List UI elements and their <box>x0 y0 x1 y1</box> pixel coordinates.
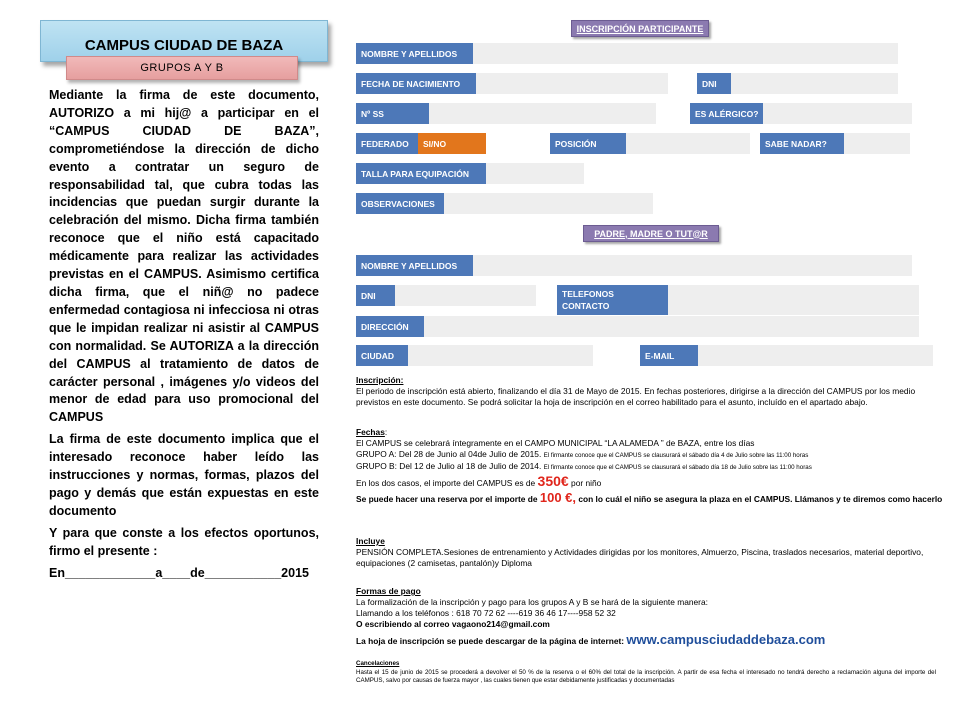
phone-field[interactable] <box>557 285 919 315</box>
signature-intro: Y para que conste a los efectos oportunos, firmo el presente : <box>49 525 319 558</box>
participant-name-input[interactable] <box>473 43 898 64</box>
address-field[interactable] <box>356 316 919 337</box>
page-subtitle-text: GRUPOS A Y B <box>140 62 224 74</box>
dates-heading-colon: : <box>384 427 388 437</box>
swim-input[interactable] <box>844 133 910 154</box>
observations-label: OBSERVACIONES <box>356 193 444 214</box>
birthdate-label: FECHA DE NACIMIENTO <box>356 73 476 94</box>
swim-field[interactable] <box>760 133 910 154</box>
dates-heading: Fechas <box>356 427 385 437</box>
email-label: E-MAIL <box>640 345 698 366</box>
phone-label <box>557 285 668 315</box>
guardian-name-field[interactable] <box>356 255 912 276</box>
includes-heading: Incluye <box>356 536 385 546</box>
position-label: POSICIÓN <box>550 133 626 154</box>
position-input[interactable] <box>626 133 750 154</box>
federated-yes-no-selector[interactable]: SI/NO <box>418 133 486 154</box>
cancellation-heading: Cancelaciones <box>356 660 400 667</box>
city-field[interactable] <box>356 345 593 366</box>
page-title-text: CAMPUS CIUDAD DE BAZA <box>84 36 284 54</box>
swim-label: SABE NADAR? <box>760 133 844 154</box>
price-amount: 350€ <box>537 473 569 489</box>
observations-field[interactable] <box>356 193 653 214</box>
includes-info <box>356 536 941 569</box>
guardian-name-label: NOMBRE Y APELLIDOS <box>356 255 473 276</box>
guardian-dni-label: DNI <box>356 285 395 306</box>
group-a-text: GRUPO A: Del 28 de Junio al 04de Julio de 2015. <box>356 449 542 459</box>
phone-label-line1: TELEFONOS <box>562 289 614 299</box>
download-colon: : <box>621 636 625 646</box>
allergic-input[interactable] <box>763 103 912 124</box>
guardian-dni-input[interactable] <box>395 285 536 306</box>
acknowledgement-paragraph: La firma de este documento implica que el interesado reconoce haber leído las instrucciones y normas, formas, plazos del pago y demás que están expuestas en este documento <box>49 432 319 518</box>
participant-dni-label: DNI <box>697 73 731 94</box>
participant-name-field[interactable] <box>356 43 898 64</box>
includes-text: PENSIÓN COMPLETA.Sesiones de entrenamiento y Actividades dirigidas por los monitores, Almuerzo, Piscina, traslados necesarios, material deportivo, equipaciones (2 camisetas, pantalón)y Diploma <box>356 547 924 568</box>
email-input[interactable] <box>698 345 933 366</box>
address-label: DIRECCIÓN <box>356 316 424 337</box>
download-line <box>356 634 946 647</box>
registration-text: El periodo de inscripción está abierto, finalizando el día 31 de Mayo de 2015. En fechas posteriores, dirigirse a la dirección del CAMPUS por los medio previstos en este documento. Se podrá solicitar la hoja de inscripción en el correo habilitado para el asunto, incluído en el apartado abajo. <box>356 386 916 407</box>
participant-section-heading <box>571 20 709 37</box>
address-input[interactable] <box>424 316 919 337</box>
email-field[interactable] <box>640 345 933 366</box>
registration-info <box>356 375 936 408</box>
city-label: CIUDAD <box>356 345 408 366</box>
participant-dni-field[interactable] <box>697 73 898 94</box>
federated-label: FEDERADO <box>356 133 418 154</box>
kit-size-input[interactable] <box>486 163 584 184</box>
kit-size-field[interactable] <box>356 163 584 184</box>
payment-email: O escribiendo al correo vagaono214@gmail.com <box>356 619 550 629</box>
position-field[interactable] <box>550 133 750 154</box>
reservation-amount: 100 €, <box>539 490 577 505</box>
guardian-heading-text: PADRE, MADRE O TUT@R <box>594 228 708 239</box>
payment-phones: Llamando a los teléfonos : 618 70 72 62 ----619 36 46 17----958 52 32 <box>356 608 616 618</box>
cancellation-info <box>356 658 936 685</box>
federated-field[interactable] <box>356 133 486 154</box>
kit-size-label: TALLA PARA EQUIPACIÓN <box>356 163 486 184</box>
reservation-intro: Se puede hacer una reserva por el importe de <box>356 494 538 504</box>
group-a-dates <box>356 449 946 461</box>
guardian-dni-field[interactable] <box>356 285 536 306</box>
group-b-text: GRUPO B: Del 12 de Julio al 18 de Julio de 2014. <box>356 461 542 471</box>
group-b-note: El firmante conoce que el CAMPUS se clausurará el sábado día 18 de Julio sobre las 11:00 horas <box>543 464 812 471</box>
dates-venue: El CAMPUS se celebrará íntegramente en el CAMPO MUNICIPAL “LA ALAMEDA ” de BAZA, entre los días <box>356 438 755 448</box>
payment-info <box>356 586 946 647</box>
website-link[interactable]: www.campusciudaddebaza.com <box>626 632 826 647</box>
participant-heading-text: INSCRIPCIÓN PARTICIPANTE <box>576 23 704 34</box>
price-suffix: por niño <box>571 478 602 488</box>
signature-line: En_____________a____de___________2015 <box>49 565 309 580</box>
birthdate-input[interactable] <box>476 73 668 94</box>
group-a-note: El firmante conoce que el CAMPUS se clausurará el sábado día 4 de Julio sobre las 11:00 horas <box>543 452 809 459</box>
allergic-field[interactable] <box>690 103 912 124</box>
social-security-label: Nº SS <box>356 103 429 124</box>
dates-info <box>356 427 946 506</box>
phone-label-line2: CONTACTO <box>562 301 610 311</box>
cancellation-text: Hasta el 15 de junio de 2015 se procederá a devolver el 50 % de la reserva o el 60% del total de la inscripción. A partir de esa fecha el interesado no tendrá derecho a reclamación alguna del importe del CAMPUS, salvo por causas de fuerza mayor , las cuales tienen que estar debidamente justificadas y documentadas <box>356 669 936 684</box>
phone-input[interactable] <box>668 285 919 315</box>
price-line <box>356 473 946 489</box>
authorization-paragraph: Mediante la firma de este documento, AUTORIZO a mi hij@ a participar en el “CAMPUS CIUDAD DE BAZA”, comprometiéndose la dirección de dicho evento a contratar un seguro de responsabilidad tal, que cubra todas las incidencias que puedan surgir durante la celebración del mismo. Dicha firma también reconoce que el niño está capacitado médicamente para realizar las actividades previstas en el CAMPUS. Asimismo certifica dicha firma, que el niñ@ no padece enfermedad contagiosa ni infecciosa ni otras que le impidan realizar ni asistir al CAMPUS con normalidad. Se AUTORIZA a la dirección del CAMPUS al tratamiento de datos de carácter personal , imágenes y/o videos del menor de edad para uso promocional del CAMPUS <box>49 88 319 425</box>
observations-input[interactable] <box>444 193 653 214</box>
allergic-label: ES ALÉRGICO? <box>690 103 763 124</box>
group-b-dates <box>356 461 946 473</box>
registration-heading: Inscripción: <box>356 375 404 385</box>
payment-line1: La formalización de la inscripción y pago para los grupos A y B se hará de la siguiente manera: <box>356 597 708 607</box>
guardian-section-heading <box>583 225 719 242</box>
social-security-input[interactable] <box>429 103 656 124</box>
participant-dni-input[interactable] <box>731 73 898 94</box>
birthdate-field[interactable] <box>356 73 668 94</box>
participant-name-label: NOMBRE Y APELLIDOS <box>356 43 473 64</box>
city-input[interactable] <box>408 345 593 366</box>
authorization-text <box>49 87 319 586</box>
social-security-field[interactable] <box>356 103 656 124</box>
download-intro: La hoja de inscripción se puede descargar de la página de internet <box>356 636 622 646</box>
payment-heading: Formas de pago <box>356 586 421 596</box>
reservation-line <box>356 491 946 506</box>
price-intro: En los dos casos, el importe del CAMPUS es de <box>356 478 536 488</box>
guardian-name-input[interactable] <box>473 255 912 276</box>
reservation-suffix: con lo cuál el niño se asegura la plaza en el CAMPUS. Llámanos y te diremos como hacerlo <box>578 494 943 504</box>
page-subtitle <box>66 56 298 80</box>
